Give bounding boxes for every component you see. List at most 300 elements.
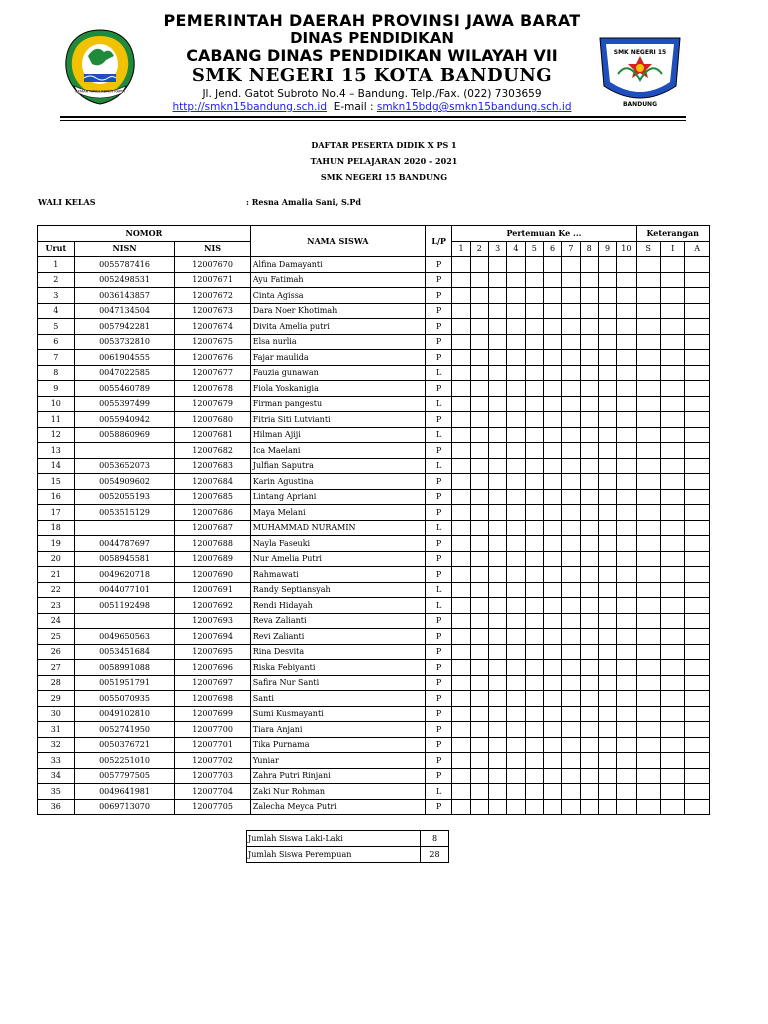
attendance-cell[interactable]: [580, 319, 598, 335]
attendance-cell[interactable]: [543, 675, 561, 691]
attendance-cell[interactable]: [488, 722, 506, 738]
attendance-cell[interactable]: [507, 505, 525, 521]
attendance-cell[interactable]: [543, 396, 561, 412]
attendance-cell[interactable]: [488, 334, 506, 350]
attendance-cell[interactable]: [470, 784, 488, 800]
remark-cell[interactable]: [685, 396, 710, 412]
attendance-cell[interactable]: [598, 722, 616, 738]
remark-cell[interactable]: [660, 598, 684, 614]
attendance-cell[interactable]: [525, 303, 543, 319]
attendance-cell[interactable]: [617, 520, 636, 536]
attendance-cell[interactable]: [507, 381, 525, 397]
attendance-cell[interactable]: [543, 753, 561, 769]
remark-cell[interactable]: [685, 381, 710, 397]
remark-cell[interactable]: [660, 520, 684, 536]
attendance-cell[interactable]: [617, 303, 636, 319]
attendance-cell[interactable]: [470, 303, 488, 319]
attendance-cell[interactable]: [507, 567, 525, 583]
attendance-cell[interactable]: [452, 412, 470, 428]
attendance-cell[interactable]: [562, 412, 580, 428]
attendance-cell[interactable]: [470, 629, 488, 645]
attendance-cell[interactable]: [617, 396, 636, 412]
attendance-cell[interactable]: [562, 768, 580, 784]
attendance-cell[interactable]: [488, 629, 506, 645]
attendance-cell[interactable]: [507, 737, 525, 753]
attendance-cell[interactable]: [580, 303, 598, 319]
attendance-cell[interactable]: [562, 396, 580, 412]
attendance-cell[interactable]: [562, 613, 580, 629]
attendance-cell[interactable]: [507, 722, 525, 738]
remark-cell[interactable]: [685, 753, 710, 769]
attendance-cell[interactable]: [598, 675, 616, 691]
remark-cell[interactable]: [660, 660, 684, 676]
remark-cell[interactable]: [636, 334, 660, 350]
attendance-cell[interactable]: [452, 567, 470, 583]
remark-cell[interactable]: [636, 629, 660, 645]
attendance-cell[interactable]: [598, 753, 616, 769]
attendance-cell[interactable]: [507, 365, 525, 381]
attendance-cell[interactable]: [507, 753, 525, 769]
attendance-cell[interactable]: [543, 613, 561, 629]
remark-cell[interactable]: [636, 551, 660, 567]
remark-cell[interactable]: [660, 458, 684, 474]
attendance-cell[interactable]: [562, 474, 580, 490]
attendance-cell[interactable]: [525, 629, 543, 645]
attendance-cell[interactable]: [598, 288, 616, 304]
remark-cell[interactable]: [636, 427, 660, 443]
attendance-cell[interactable]: [507, 427, 525, 443]
remark-cell[interactable]: [660, 257, 684, 273]
remark-cell[interactable]: [636, 598, 660, 614]
attendance-cell[interactable]: [598, 365, 616, 381]
remark-cell[interactable]: [636, 722, 660, 738]
remark-cell[interactable]: [660, 288, 684, 304]
attendance-cell[interactable]: [470, 536, 488, 552]
attendance-cell[interactable]: [488, 551, 506, 567]
remark-cell[interactable]: [685, 722, 710, 738]
attendance-cell[interactable]: [452, 613, 470, 629]
attendance-cell[interactable]: [580, 551, 598, 567]
remark-cell[interactable]: [636, 753, 660, 769]
remark-cell[interactable]: [685, 334, 710, 350]
attendance-cell[interactable]: [598, 613, 616, 629]
remark-cell[interactable]: [685, 660, 710, 676]
attendance-cell[interactable]: [580, 660, 598, 676]
attendance-cell[interactable]: [562, 551, 580, 567]
attendance-cell[interactable]: [470, 443, 488, 459]
attendance-cell[interactable]: [507, 784, 525, 800]
attendance-cell[interactable]: [470, 753, 488, 769]
attendance-cell[interactable]: [543, 737, 561, 753]
attendance-cell[interactable]: [452, 582, 470, 598]
attendance-cell[interactable]: [562, 737, 580, 753]
attendance-cell[interactable]: [580, 334, 598, 350]
attendance-cell[interactable]: [543, 350, 561, 366]
attendance-cell[interactable]: [507, 799, 525, 815]
attendance-cell[interactable]: [598, 536, 616, 552]
remark-cell[interactable]: [685, 257, 710, 273]
attendance-cell[interactable]: [598, 257, 616, 273]
remark-cell[interactable]: [685, 350, 710, 366]
attendance-cell[interactable]: [562, 365, 580, 381]
attendance-cell[interactable]: [617, 350, 636, 366]
attendance-cell[interactable]: [580, 427, 598, 443]
attendance-cell[interactable]: [562, 660, 580, 676]
attendance-cell[interactable]: [470, 489, 488, 505]
remark-cell[interactable]: [636, 567, 660, 583]
attendance-cell[interactable]: [598, 644, 616, 660]
attendance-cell[interactable]: [525, 753, 543, 769]
attendance-cell[interactable]: [507, 350, 525, 366]
remark-cell[interactable]: [636, 675, 660, 691]
attendance-cell[interactable]: [543, 598, 561, 614]
attendance-cell[interactable]: [543, 412, 561, 428]
attendance-cell[interactable]: [598, 706, 616, 722]
attendance-cell[interactable]: [617, 288, 636, 304]
attendance-cell[interactable]: [598, 272, 616, 288]
attendance-cell[interactable]: [598, 660, 616, 676]
remark-cell[interactable]: [660, 675, 684, 691]
attendance-cell[interactable]: [580, 737, 598, 753]
attendance-cell[interactable]: [525, 644, 543, 660]
attendance-cell[interactable]: [525, 288, 543, 304]
attendance-cell[interactable]: [452, 288, 470, 304]
remark-cell[interactable]: [636, 613, 660, 629]
attendance-cell[interactable]: [488, 536, 506, 552]
remark-cell[interactable]: [636, 520, 660, 536]
attendance-cell[interactable]: [488, 644, 506, 660]
attendance-cell[interactable]: [562, 257, 580, 273]
attendance-cell[interactable]: [525, 706, 543, 722]
attendance-cell[interactable]: [470, 567, 488, 583]
attendance-cell[interactable]: [543, 784, 561, 800]
attendance-cell[interactable]: [543, 706, 561, 722]
attendance-cell[interactable]: [525, 768, 543, 784]
remark-cell[interactable]: [660, 505, 684, 521]
attendance-cell[interactable]: [562, 598, 580, 614]
attendance-cell[interactable]: [562, 520, 580, 536]
attendance-cell[interactable]: [525, 582, 543, 598]
attendance-cell[interactable]: [525, 660, 543, 676]
attendance-cell[interactable]: [488, 443, 506, 459]
attendance-cell[interactable]: [452, 365, 470, 381]
remark-cell[interactable]: [636, 257, 660, 273]
attendance-cell[interactable]: [525, 427, 543, 443]
attendance-cell[interactable]: [452, 474, 470, 490]
attendance-cell[interactable]: [452, 799, 470, 815]
attendance-cell[interactable]: [562, 582, 580, 598]
attendance-cell[interactable]: [507, 520, 525, 536]
attendance-cell[interactable]: [543, 660, 561, 676]
attendance-cell[interactable]: [525, 272, 543, 288]
remark-cell[interactable]: [660, 272, 684, 288]
remark-cell[interactable]: [685, 443, 710, 459]
remark-cell[interactable]: [660, 582, 684, 598]
attendance-cell[interactable]: [562, 288, 580, 304]
attendance-cell[interactable]: [598, 520, 616, 536]
remark-cell[interactable]: [660, 334, 684, 350]
attendance-cell[interactable]: [525, 536, 543, 552]
attendance-cell[interactable]: [525, 381, 543, 397]
attendance-cell[interactable]: [543, 272, 561, 288]
attendance-cell[interactable]: [543, 303, 561, 319]
attendance-cell[interactable]: [507, 412, 525, 428]
attendance-cell[interactable]: [470, 551, 488, 567]
attendance-cell[interactable]: [543, 489, 561, 505]
attendance-cell[interactable]: [470, 520, 488, 536]
attendance-cell[interactable]: [562, 644, 580, 660]
attendance-cell[interactable]: [488, 784, 506, 800]
attendance-cell[interactable]: [507, 675, 525, 691]
remark-cell[interactable]: [685, 474, 710, 490]
attendance-cell[interactable]: [507, 272, 525, 288]
attendance-cell[interactable]: [562, 427, 580, 443]
remark-cell[interactable]: [685, 737, 710, 753]
attendance-cell[interactable]: [598, 737, 616, 753]
attendance-cell[interactable]: [562, 272, 580, 288]
attendance-cell[interactable]: [525, 505, 543, 521]
attendance-cell[interactable]: [525, 722, 543, 738]
remark-cell[interactable]: [636, 644, 660, 660]
attendance-cell[interactable]: [507, 489, 525, 505]
attendance-cell[interactable]: [507, 303, 525, 319]
attendance-cell[interactable]: [617, 784, 636, 800]
attendance-cell[interactable]: [488, 737, 506, 753]
attendance-cell[interactable]: [452, 303, 470, 319]
remark-cell[interactable]: [636, 443, 660, 459]
remark-cell[interactable]: [685, 412, 710, 428]
attendance-cell[interactable]: [617, 319, 636, 335]
attendance-cell[interactable]: [598, 691, 616, 707]
attendance-cell[interactable]: [452, 675, 470, 691]
attendance-cell[interactable]: [525, 675, 543, 691]
attendance-cell[interactable]: [488, 288, 506, 304]
attendance-cell[interactable]: [507, 319, 525, 335]
attendance-cell[interactable]: [617, 458, 636, 474]
attendance-cell[interactable]: [598, 489, 616, 505]
attendance-cell[interactable]: [525, 520, 543, 536]
attendance-cell[interactable]: [470, 257, 488, 273]
attendance-cell[interactable]: [488, 753, 506, 769]
attendance-cell[interactable]: [488, 675, 506, 691]
attendance-cell[interactable]: [452, 722, 470, 738]
attendance-cell[interactable]: [507, 768, 525, 784]
remark-cell[interactable]: [685, 706, 710, 722]
attendance-cell[interactable]: [598, 629, 616, 645]
remark-cell[interactable]: [660, 706, 684, 722]
attendance-cell[interactable]: [470, 474, 488, 490]
attendance-cell[interactable]: [452, 458, 470, 474]
attendance-cell[interactable]: [507, 629, 525, 645]
attendance-cell[interactable]: [617, 582, 636, 598]
attendance-cell[interactable]: [598, 334, 616, 350]
remark-cell[interactable]: [685, 458, 710, 474]
remark-cell[interactable]: [660, 427, 684, 443]
attendance-cell[interactable]: [470, 691, 488, 707]
attendance-cell[interactable]: [617, 551, 636, 567]
attendance-cell[interactable]: [525, 458, 543, 474]
attendance-cell[interactable]: [470, 675, 488, 691]
attendance-cell[interactable]: [543, 722, 561, 738]
attendance-cell[interactable]: [525, 567, 543, 583]
attendance-cell[interactable]: [598, 350, 616, 366]
attendance-cell[interactable]: [580, 582, 598, 598]
remark-cell[interactable]: [685, 489, 710, 505]
remark-cell[interactable]: [685, 799, 710, 815]
remark-cell[interactable]: [660, 629, 684, 645]
attendance-cell[interactable]: [580, 536, 598, 552]
attendance-cell[interactable]: [488, 396, 506, 412]
attendance-cell[interactable]: [543, 365, 561, 381]
remark-cell[interactable]: [660, 768, 684, 784]
attendance-cell[interactable]: [507, 536, 525, 552]
attendance-cell[interactable]: [488, 412, 506, 428]
attendance-cell[interactable]: [562, 784, 580, 800]
remark-cell[interactable]: [685, 272, 710, 288]
attendance-cell[interactable]: [488, 458, 506, 474]
attendance-cell[interactable]: [470, 768, 488, 784]
attendance-cell[interactable]: [525, 443, 543, 459]
remark-cell[interactable]: [636, 489, 660, 505]
attendance-cell[interactable]: [507, 691, 525, 707]
attendance-cell[interactable]: [452, 536, 470, 552]
attendance-cell[interactable]: [617, 706, 636, 722]
attendance-cell[interactable]: [525, 551, 543, 567]
attendance-cell[interactable]: [580, 520, 598, 536]
remark-cell[interactable]: [636, 272, 660, 288]
attendance-cell[interactable]: [580, 458, 598, 474]
attendance-cell[interactable]: [525, 489, 543, 505]
remark-cell[interactable]: [685, 520, 710, 536]
attendance-cell[interactable]: [617, 381, 636, 397]
attendance-cell[interactable]: [470, 427, 488, 443]
attendance-cell[interactable]: [598, 784, 616, 800]
attendance-cell[interactable]: [470, 598, 488, 614]
remark-cell[interactable]: [660, 303, 684, 319]
attendance-cell[interactable]: [598, 303, 616, 319]
attendance-cell[interactable]: [580, 288, 598, 304]
attendance-cell[interactable]: [488, 567, 506, 583]
attendance-cell[interactable]: [617, 365, 636, 381]
attendance-cell[interactable]: [452, 753, 470, 769]
attendance-cell[interactable]: [488, 257, 506, 273]
attendance-cell[interactable]: [580, 489, 598, 505]
attendance-cell[interactable]: [580, 567, 598, 583]
attendance-cell[interactable]: [580, 365, 598, 381]
remark-cell[interactable]: [636, 350, 660, 366]
attendance-cell[interactable]: [507, 288, 525, 304]
attendance-cell[interactable]: [617, 474, 636, 490]
attendance-cell[interactable]: [452, 443, 470, 459]
attendance-cell[interactable]: [488, 350, 506, 366]
attendance-cell[interactable]: [525, 257, 543, 273]
attendance-cell[interactable]: [525, 474, 543, 490]
remark-cell[interactable]: [636, 381, 660, 397]
remark-cell[interactable]: [636, 799, 660, 815]
remark-cell[interactable]: [685, 288, 710, 304]
attendance-cell[interactable]: [598, 443, 616, 459]
remark-cell[interactable]: [685, 691, 710, 707]
attendance-cell[interactable]: [470, 613, 488, 629]
remark-cell[interactable]: [636, 536, 660, 552]
attendance-cell[interactable]: [452, 660, 470, 676]
attendance-cell[interactable]: [452, 520, 470, 536]
remark-cell[interactable]: [660, 443, 684, 459]
remark-cell[interactable]: [636, 303, 660, 319]
remark-cell[interactable]: [660, 536, 684, 552]
attendance-cell[interactable]: [452, 737, 470, 753]
attendance-cell[interactable]: [598, 551, 616, 567]
attendance-cell[interactable]: [562, 706, 580, 722]
attendance-cell[interactable]: [562, 675, 580, 691]
attendance-cell[interactable]: [617, 505, 636, 521]
attendance-cell[interactable]: [580, 350, 598, 366]
attendance-cell[interactable]: [452, 350, 470, 366]
attendance-cell[interactable]: [580, 644, 598, 660]
attendance-cell[interactable]: [488, 706, 506, 722]
remark-cell[interactable]: [636, 660, 660, 676]
attendance-cell[interactable]: [617, 799, 636, 815]
remark-cell[interactable]: [685, 427, 710, 443]
attendance-cell[interactable]: [580, 505, 598, 521]
attendance-cell[interactable]: [470, 412, 488, 428]
attendance-cell[interactable]: [617, 660, 636, 676]
remark-cell[interactable]: [636, 458, 660, 474]
attendance-cell[interactable]: [488, 613, 506, 629]
remark-cell[interactable]: [660, 613, 684, 629]
attendance-cell[interactable]: [580, 396, 598, 412]
attendance-cell[interactable]: [598, 319, 616, 335]
remark-cell[interactable]: [660, 644, 684, 660]
attendance-cell[interactable]: [617, 722, 636, 738]
remark-cell[interactable]: [660, 691, 684, 707]
remark-cell[interactable]: [685, 551, 710, 567]
remark-cell[interactable]: [660, 365, 684, 381]
attendance-cell[interactable]: [452, 706, 470, 722]
remark-cell[interactable]: [660, 753, 684, 769]
remark-cell[interactable]: [660, 784, 684, 800]
attendance-cell[interactable]: [617, 567, 636, 583]
attendance-cell[interactable]: [598, 598, 616, 614]
attendance-cell[interactable]: [525, 334, 543, 350]
attendance-cell[interactable]: [452, 381, 470, 397]
attendance-cell[interactable]: [617, 443, 636, 459]
attendance-cell[interactable]: [452, 396, 470, 412]
attendance-cell[interactable]: [488, 520, 506, 536]
attendance-cell[interactable]: [617, 768, 636, 784]
attendance-cell[interactable]: [525, 412, 543, 428]
remark-cell[interactable]: [636, 784, 660, 800]
remark-cell[interactable]: [685, 629, 710, 645]
remark-cell[interactable]: [660, 474, 684, 490]
attendance-cell[interactable]: [562, 629, 580, 645]
remark-cell[interactable]: [660, 396, 684, 412]
attendance-cell[interactable]: [452, 505, 470, 521]
attendance-cell[interactable]: [470, 644, 488, 660]
attendance-cell[interactable]: [562, 334, 580, 350]
attendance-cell[interactable]: [580, 257, 598, 273]
remark-cell[interactable]: [685, 567, 710, 583]
attendance-cell[interactable]: [507, 613, 525, 629]
attendance-cell[interactable]: [543, 288, 561, 304]
attendance-cell[interactable]: [580, 722, 598, 738]
attendance-cell[interactable]: [488, 319, 506, 335]
attendance-cell[interactable]: [617, 644, 636, 660]
attendance-cell[interactable]: [452, 489, 470, 505]
attendance-cell[interactable]: [543, 551, 561, 567]
attendance-cell[interactable]: [617, 427, 636, 443]
remark-cell[interactable]: [685, 613, 710, 629]
